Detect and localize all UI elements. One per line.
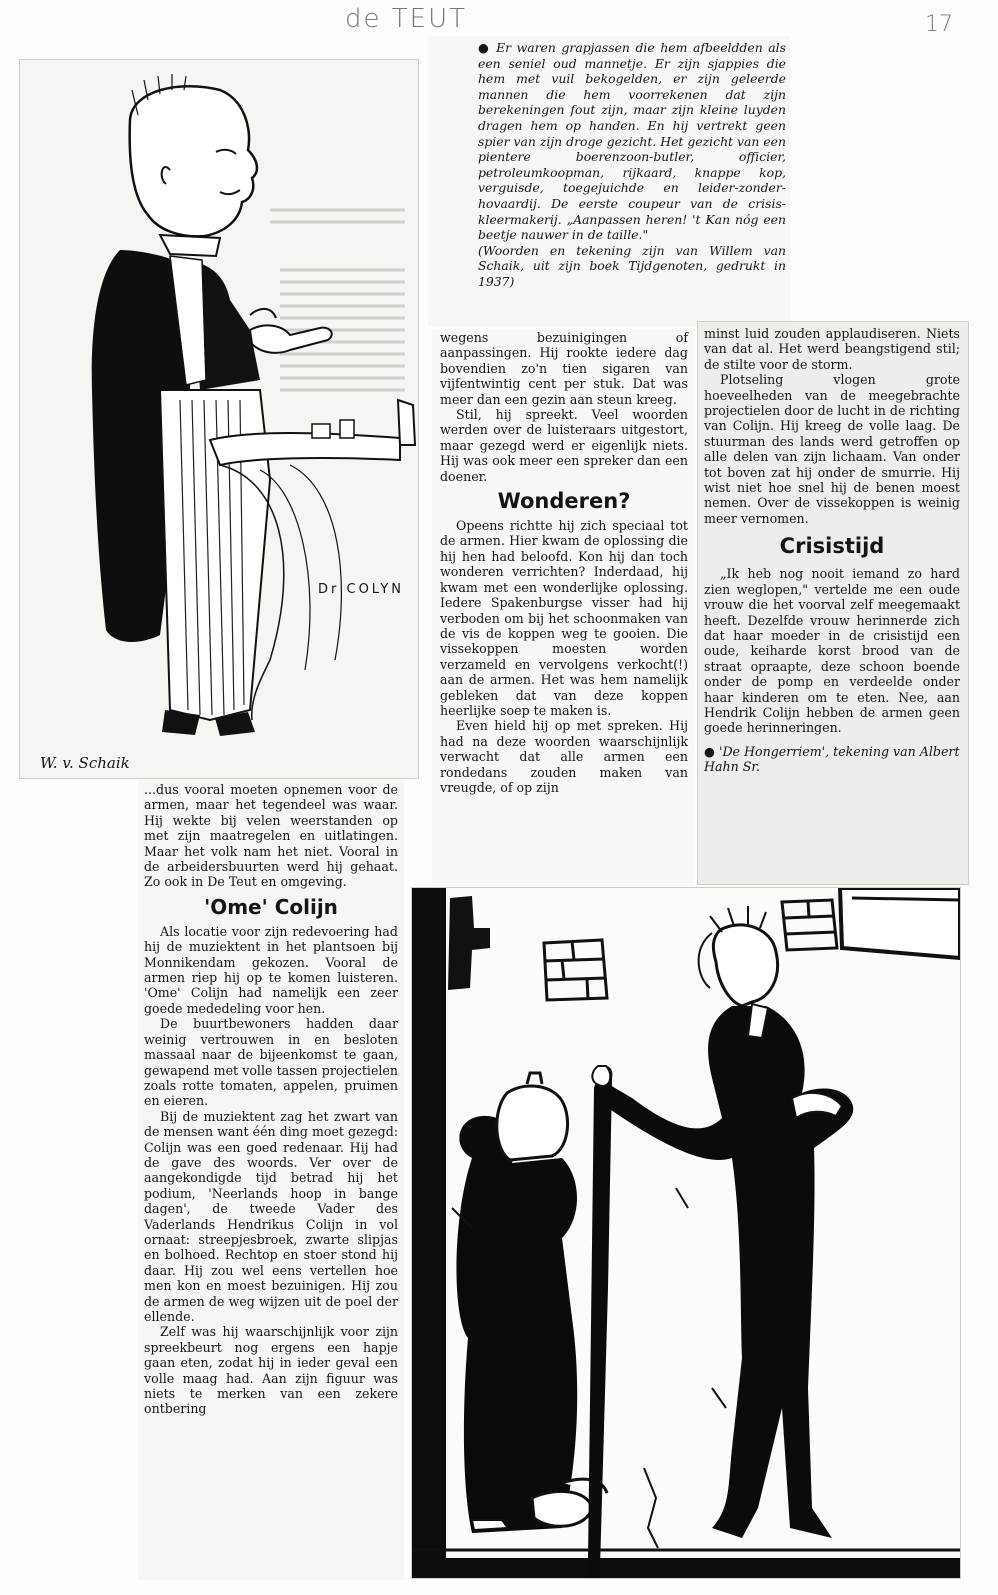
right-column-clipping (698, 322, 968, 884)
quote-text: Er waren grapjassen die hem afbeeldden als een seniel oud mannetje. Er zijn sjappies die hem met vuil bekogelden, er zijn geleerde mannen die hem voorrekenen dat zijn berekeningen fout zijn, maar zijn kleine luyden dragen hem op handen. En hij vertrekt geen spier van zijn droge gezicht. Het gezicht van een pientere boerenzoon-butler, officier, petroleumkoopman, rijkaard, knappe kop, verguisde, toegejuichde en leider-zonder-hovaardij. De eerste coupeur van de crisis-kleermakerij. „Aanpassen heren! 't Kan nóg een beetje nauwer in de taille." (478, 40, 786, 243)
left-paragraph-1: ...dus vooral moeten opnemen voor de armen, maar het tegendeel was waar. Hij wekte bij velen weerstanden op met zijn maatregelen en uitlatingen. Maar het volk nam het niet. Vooral in de arbeidersbuurten werd hij gehaat. Zo ook in De Teut en omgeving. (144, 782, 398, 890)
right-paragraph-2: Plotseling vlogen grote hoeveelheden van de meegebrachte projectielen door de lucht in de richting van Colijn. Hij kreeg de volle laag. De stuurman des lands werd getroffen op alle delen van zijn lichaam. Van onder tot boven zat hij onder de smurrie. Hij wist niet hoe snel hij de benen moest nemen. Over de vissekoppen is weinig meer vernomen. (704, 372, 960, 526)
caricature-clipping (20, 60, 418, 778)
heading-wonderen: Wonderen? (497, 489, 631, 514)
heading-ome-colijn: 'Ome' Colijn (204, 894, 338, 919)
middle-paragraph-3: Opeens richtte hij zich speciaal tot de armen. Hier kwam de oplossing die hij hen had beloofd. Kon hij dan toch wonderen verrichten? Inderdaad, hij kwam met een wonderlijke oplossing. Iedere Spakenburgse visser had hij verboden om bij het schoonmaken van de vis de koppen weg te gooien. Die vissekoppen moesten worden verzameld en vervolgens verkocht(!) aan de armen. Het was hem namelijk gebleken dat van deze koppen heerlijke soep te maken is. (440, 518, 688, 718)
quote-text-block (478, 40, 786, 290)
bullet-icon: ● (478, 40, 497, 55)
middle-column-text (440, 330, 688, 795)
hongerriem-drawing (412, 888, 960, 1578)
hongerriem-illustration (412, 888, 960, 1578)
left-column-clipping (138, 780, 404, 1580)
right-paragraph-1: minst luid zouden applaudiseren. Niets van dat al. Het werd beangstigend stil; de stilte voor de storm. (704, 326, 960, 372)
quote-credit: (Woorden en tekening zijn van Willem van Schaik, uit zijn boek Tijdgenoten, gedrukt in 1937) (478, 242, 786, 289)
middle-paragraph-4: Even hield hij op met spreken. Hij had na deze woorden waarschijnlijk verwacht dat alle armen een rondedans zouden maken van vreugde, of op zijn (440, 718, 688, 795)
right-column-text (704, 326, 960, 775)
left-paragraph-2: Als locatie voor zijn redevoering had hij de muziektent in het plantsoen bij Monnikendam gekozen. Vooral de armen riep hij op te komen luisteren. 'Ome' Colijn had namelijk een zeer goede mededeling voor hen. (144, 923, 398, 1016)
bullet-icon: ● (704, 743, 719, 759)
middle-paragraph-2: Stil, hij spreekt. Veel woorden werden over de luisteraars uitgestort, maar gezegd werd er eigenlijk niets. Hij was ook meer een spreker dan een doener. (440, 407, 688, 484)
handwritten-title: de TEUT (345, 4, 467, 34)
right-caption (704, 744, 960, 775)
middle-paragraph-1: wegens bezuinigingen of aanpassingen. Hij rookte iedere dag bovendien zo'n tien sigaren van vijfentwintig cent per stuk. Dat was meer dan een gezin aan steun kreeg. (440, 330, 688, 407)
handwritten-page-number: 17 (925, 12, 953, 37)
heading-crisistijd: Crisistijd (779, 534, 885, 559)
left-paragraph-5: Zelf was hij waarschijnlijk voor zijn spreekbeurt nog ergens een hapje gaan eten, zodat hij in ieder geval een volle maag had. Aan zijn figuur was niets te merken van een zekere ontbering (144, 1324, 398, 1417)
left-paragraph-3: De buurtbewoners hadden daar weinig vertrouwen in en besloten massaal naar de bijeenkomst te gaan, gewapend met volle tassen projectielen zoals rotte tomaten, appelen, pruimen en eieren. (144, 1016, 398, 1109)
caricature-drawing (20, 60, 418, 778)
left-column-text (144, 782, 398, 1417)
caricature-signature: Dr COLYN (318, 582, 404, 597)
artist-signature: W. v. Schaik (40, 754, 130, 772)
right-paragraph-3: „Ik heb nog nooit iemand zo hard zien weglopen," vertelde me een oude vrouw die het voorval zelf meegemaakt heeft. Dezelfde vrouw herinnerde zich dat haar moeder in de crisistijd een oude, keiharde korst brood van de straat opraapte, deze schoon boende onder de pomp en verdeelde onder haar kinderen om te eten. Nee, aan Hendrik Colijn hebben de armen geen goede herinneringen. (704, 566, 960, 736)
quote-clipping (428, 36, 790, 326)
middle-column-clipping (432, 330, 694, 886)
left-paragraph-4: Bij de muziektent zag het zwart van de mensen want één ding moet gezegd: Colijn was een goed redenaar. Hij had de gave des woords. Ver over de aangekondigde tijd betrad hij het podium, 'Neerlands hoop in bange dagen', de tweede Vader des Vaderlands Hendrikus Colijn in vol ornaat: streepjesbroek, zwarte slipjas en bolhoed. Rechtop en stoer stond hij daar. Hij zou wel eens vertellen hoe men kon en moest bezuinigen. Hij zou de armen de weg wijzen uit de poel der ellende. (144, 1108, 398, 1324)
caption-text: 'De Hongerriem', tekening van Albert Hahn Sr. (704, 743, 960, 775)
